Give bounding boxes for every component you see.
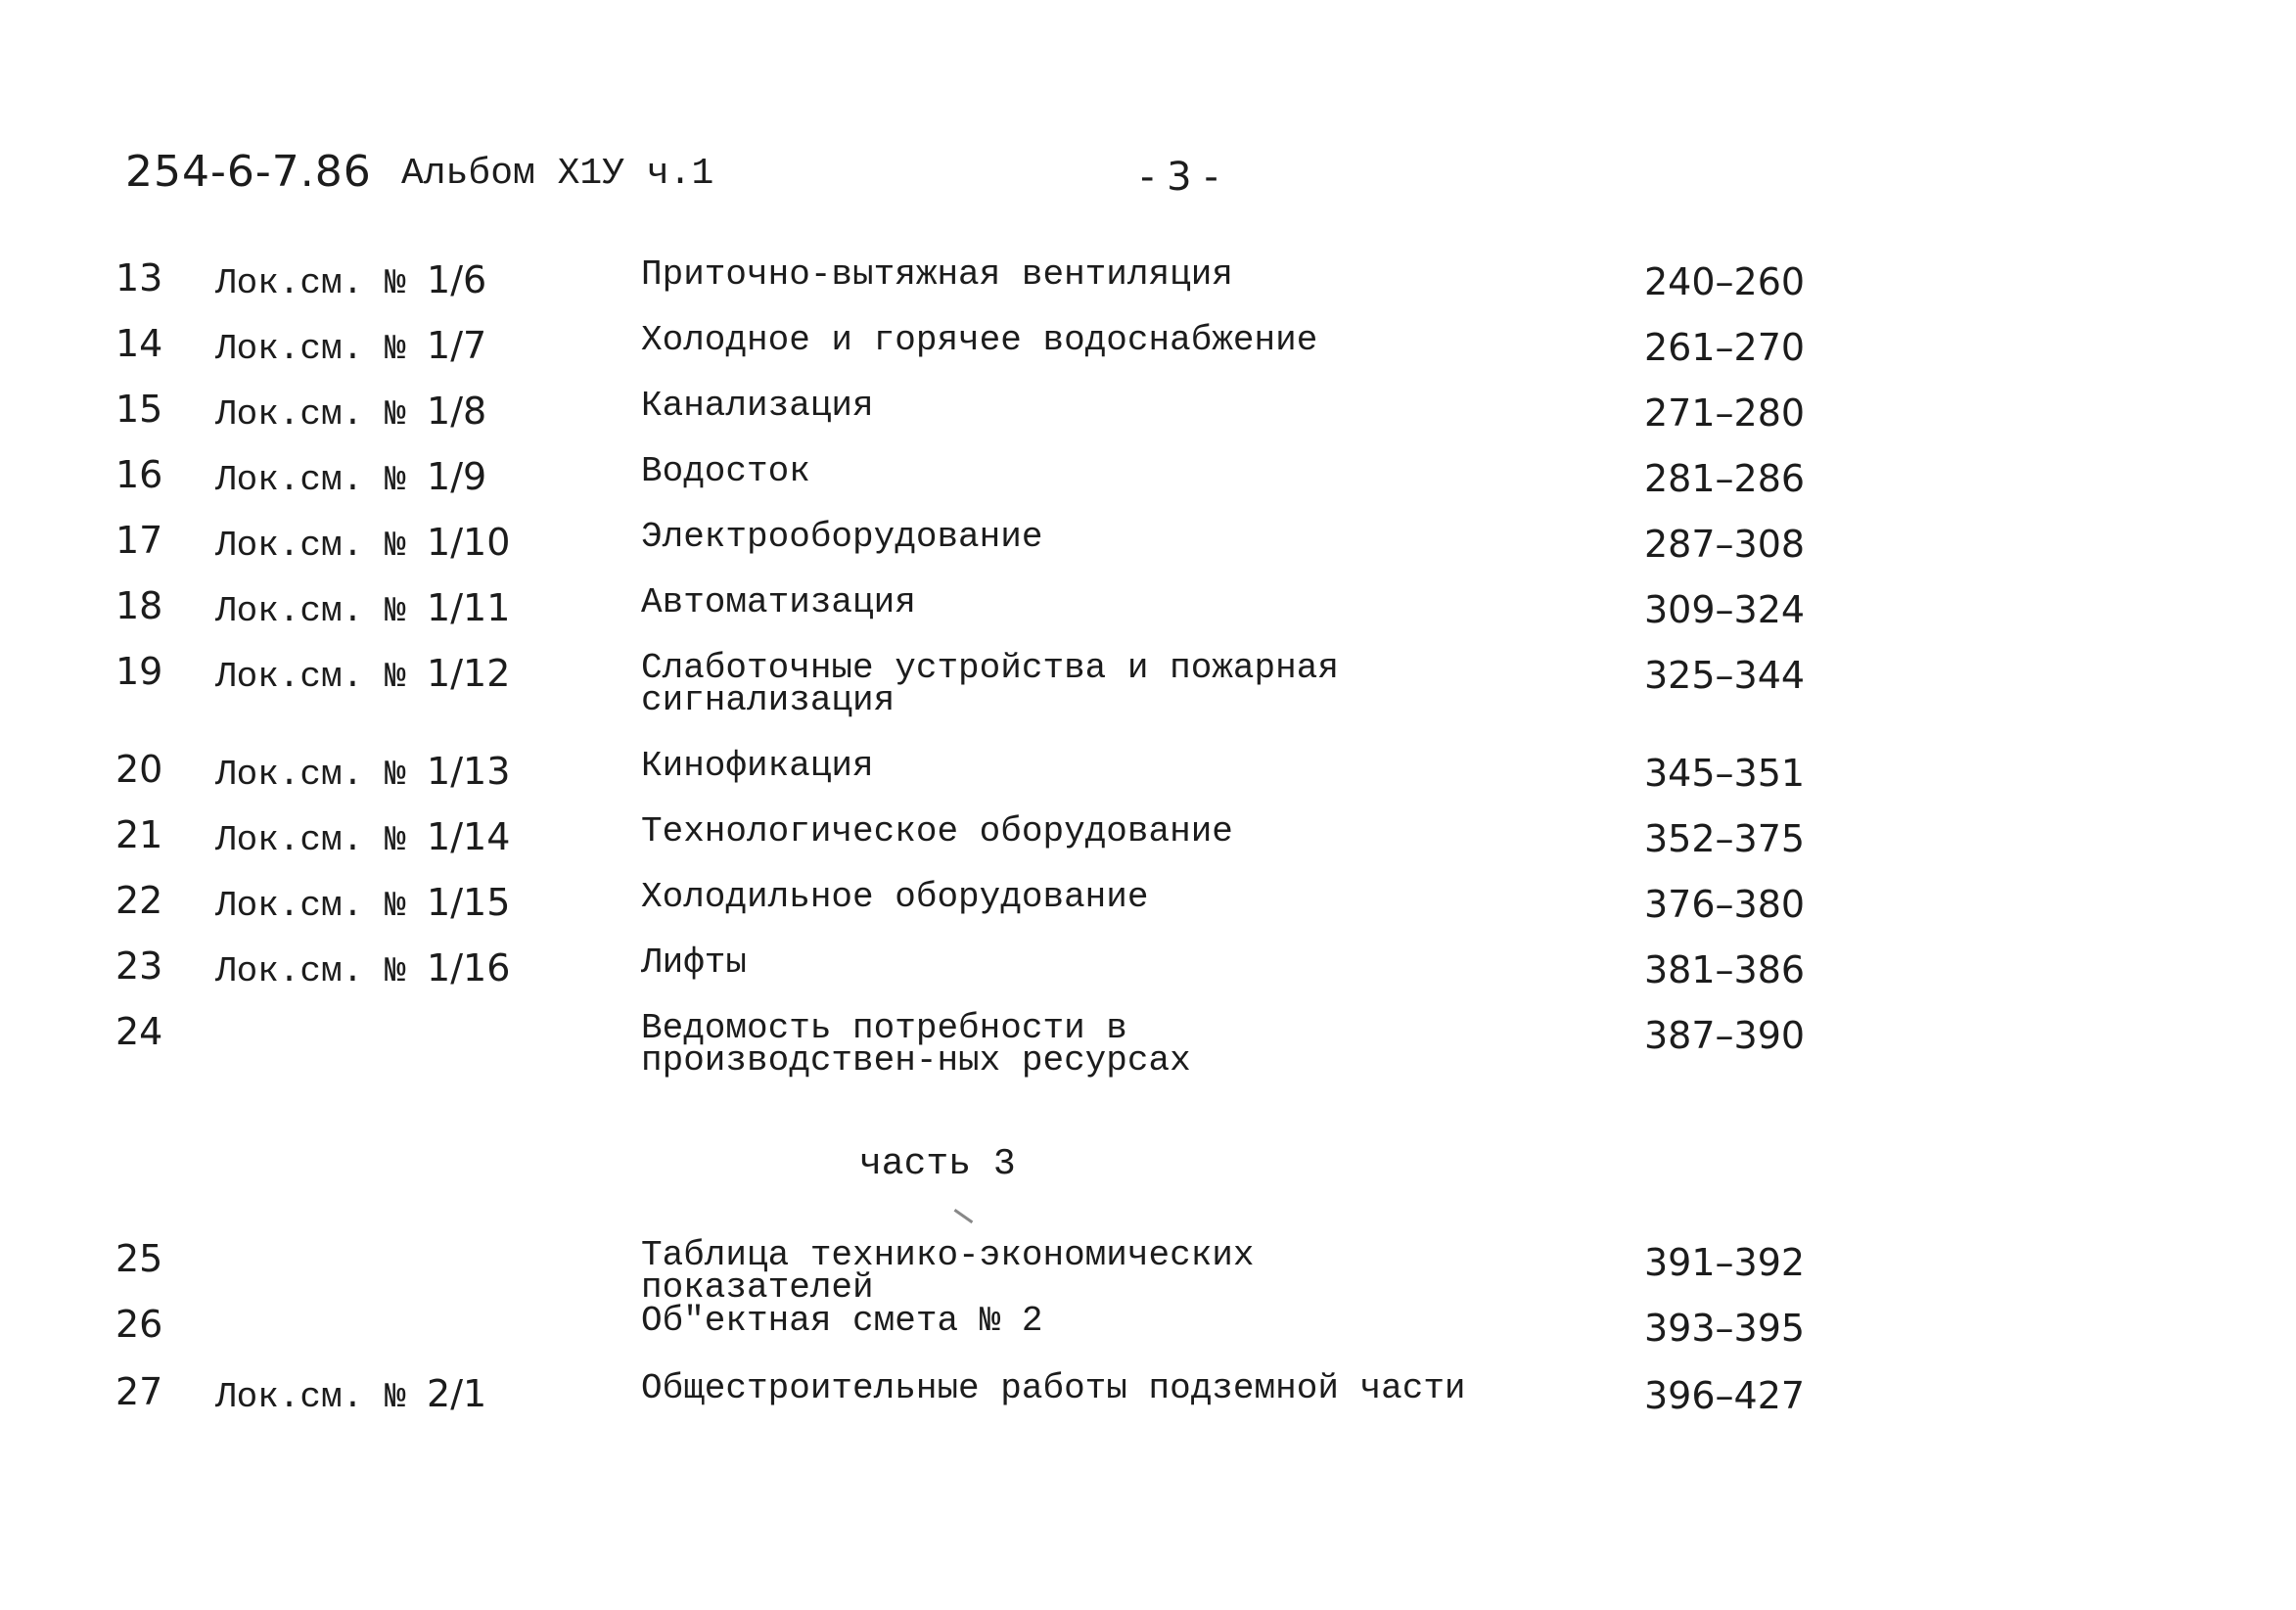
list-item <box>0 322 2296 381</box>
item-title: Холодное и горячее водоснабжение <box>641 320 1318 360</box>
item-number: 19 <box>115 650 163 693</box>
section-heading: часть 3 <box>859 1143 1016 1185</box>
item-number: 20 <box>115 748 163 791</box>
list-item <box>0 1370 2296 1429</box>
item-title: Лифты <box>641 943 748 983</box>
list-item <box>0 584 2296 643</box>
estimate-ref: Лок.см. № 1/14 <box>215 815 511 860</box>
page-range: 240–260 <box>1644 260 1806 303</box>
estimate-ref: Лок.см. № 1/7 <box>215 324 487 369</box>
item-title: Технологическое оборудование <box>641 811 1233 851</box>
item-title: Таблица технико-экономических показателей <box>641 1235 1255 1308</box>
estimate-ref <box>215 1239 237 1284</box>
estimate-ref: Лок.см. № 1/6 <box>215 258 487 303</box>
estimate-ref: Лок.см. № 1/11 <box>215 586 511 631</box>
page-range: 376–380 <box>1644 883 1806 926</box>
list-item <box>0 879 2296 938</box>
item-number: 13 <box>115 256 163 299</box>
item-number: 27 <box>115 1370 163 1413</box>
page-range: 325–344 <box>1644 654 1806 697</box>
item-title: Водосток <box>641 451 810 491</box>
page-range: 287–308 <box>1644 523 1806 566</box>
item-number: 26 <box>115 1303 163 1346</box>
page-range: 281–286 <box>1644 457 1806 500</box>
item-number: 18 <box>115 584 163 627</box>
item-number: 22 <box>115 879 163 922</box>
page-range: 345–351 <box>1644 752 1806 795</box>
page-range: 381–386 <box>1644 948 1806 991</box>
item-number: 25 <box>115 1237 163 1280</box>
estimate-ref: Лок.см. № 1/16 <box>215 946 511 991</box>
list-item <box>0 453 2296 512</box>
item-number: 23 <box>115 944 163 988</box>
item-title: Кинофикация <box>641 746 874 786</box>
estimate-ref: Лок.см. № 1/10 <box>215 521 511 566</box>
item-title: Канализация <box>641 386 874 426</box>
page-range: 396–427 <box>1644 1374 1806 1417</box>
item-number: 16 <box>115 453 163 496</box>
item-title: Приточно-вытяжная вентиляция <box>641 254 1233 295</box>
estimate-ref: Лок.см. № 1/8 <box>215 390 487 435</box>
page-range: 352–375 <box>1644 817 1806 860</box>
item-title: Общестроительные работы подземной части <box>641 1368 1466 1408</box>
list-item <box>0 944 2296 1003</box>
item-number: 24 <box>115 1010 163 1053</box>
list-item <box>0 748 2296 806</box>
page-range: 309–324 <box>1644 588 1806 631</box>
album-label: Альбом Х1У ч.1 <box>401 153 714 195</box>
document-code: 254-6-7.86 <box>125 147 372 197</box>
item-number: 17 <box>115 519 163 562</box>
estimate-ref: Лок.см. № 1/12 <box>215 652 511 697</box>
list-item <box>0 650 2296 738</box>
item-number: 21 <box>115 813 163 856</box>
item-title: Ведомость потребности в производствен-ных ресурсах <box>641 1008 1191 1081</box>
estimate-ref: Лок.см. № 1/13 <box>215 750 511 795</box>
page-header <box>0 147 2296 206</box>
item-number: 14 <box>115 322 163 365</box>
list-item <box>0 1235 2296 1308</box>
page-number: - 3 - <box>1140 155 1218 200</box>
estimate-ref: Лок.см. № 1/9 <box>215 455 487 500</box>
estimate-ref <box>215 1012 237 1057</box>
list-item <box>0 1010 2296 1098</box>
list-item <box>0 256 2296 315</box>
estimate-ref: Лок.см. № 1/15 <box>215 881 511 926</box>
item-title: Слаботочные устройства и пожарная сигнализация <box>641 648 1339 720</box>
item-title: Автоматизация <box>641 582 916 622</box>
item-number: 15 <box>115 388 163 431</box>
item-title: Холодильное оборудование <box>641 877 1149 917</box>
list-item <box>0 1303 2296 1361</box>
list-item <box>0 519 2296 577</box>
estimate-ref: Лок.см. № 2/1 <box>215 1372 487 1417</box>
page-range: 387–390 <box>1644 1014 1806 1057</box>
page-range: 391–392 <box>1644 1241 1806 1284</box>
estimate-ref <box>215 1305 237 1350</box>
item-title: Электрооборудование <box>641 517 1043 557</box>
item-title: Об"ектная смета № 2 <box>641 1301 1043 1341</box>
page-range: 393–395 <box>1644 1307 1806 1350</box>
page-range: 271–280 <box>1644 391 1806 435</box>
pen-mark <box>947 1209 974 1233</box>
list-item <box>0 813 2296 872</box>
list-item <box>0 388 2296 446</box>
page-range: 261–270 <box>1644 326 1806 369</box>
